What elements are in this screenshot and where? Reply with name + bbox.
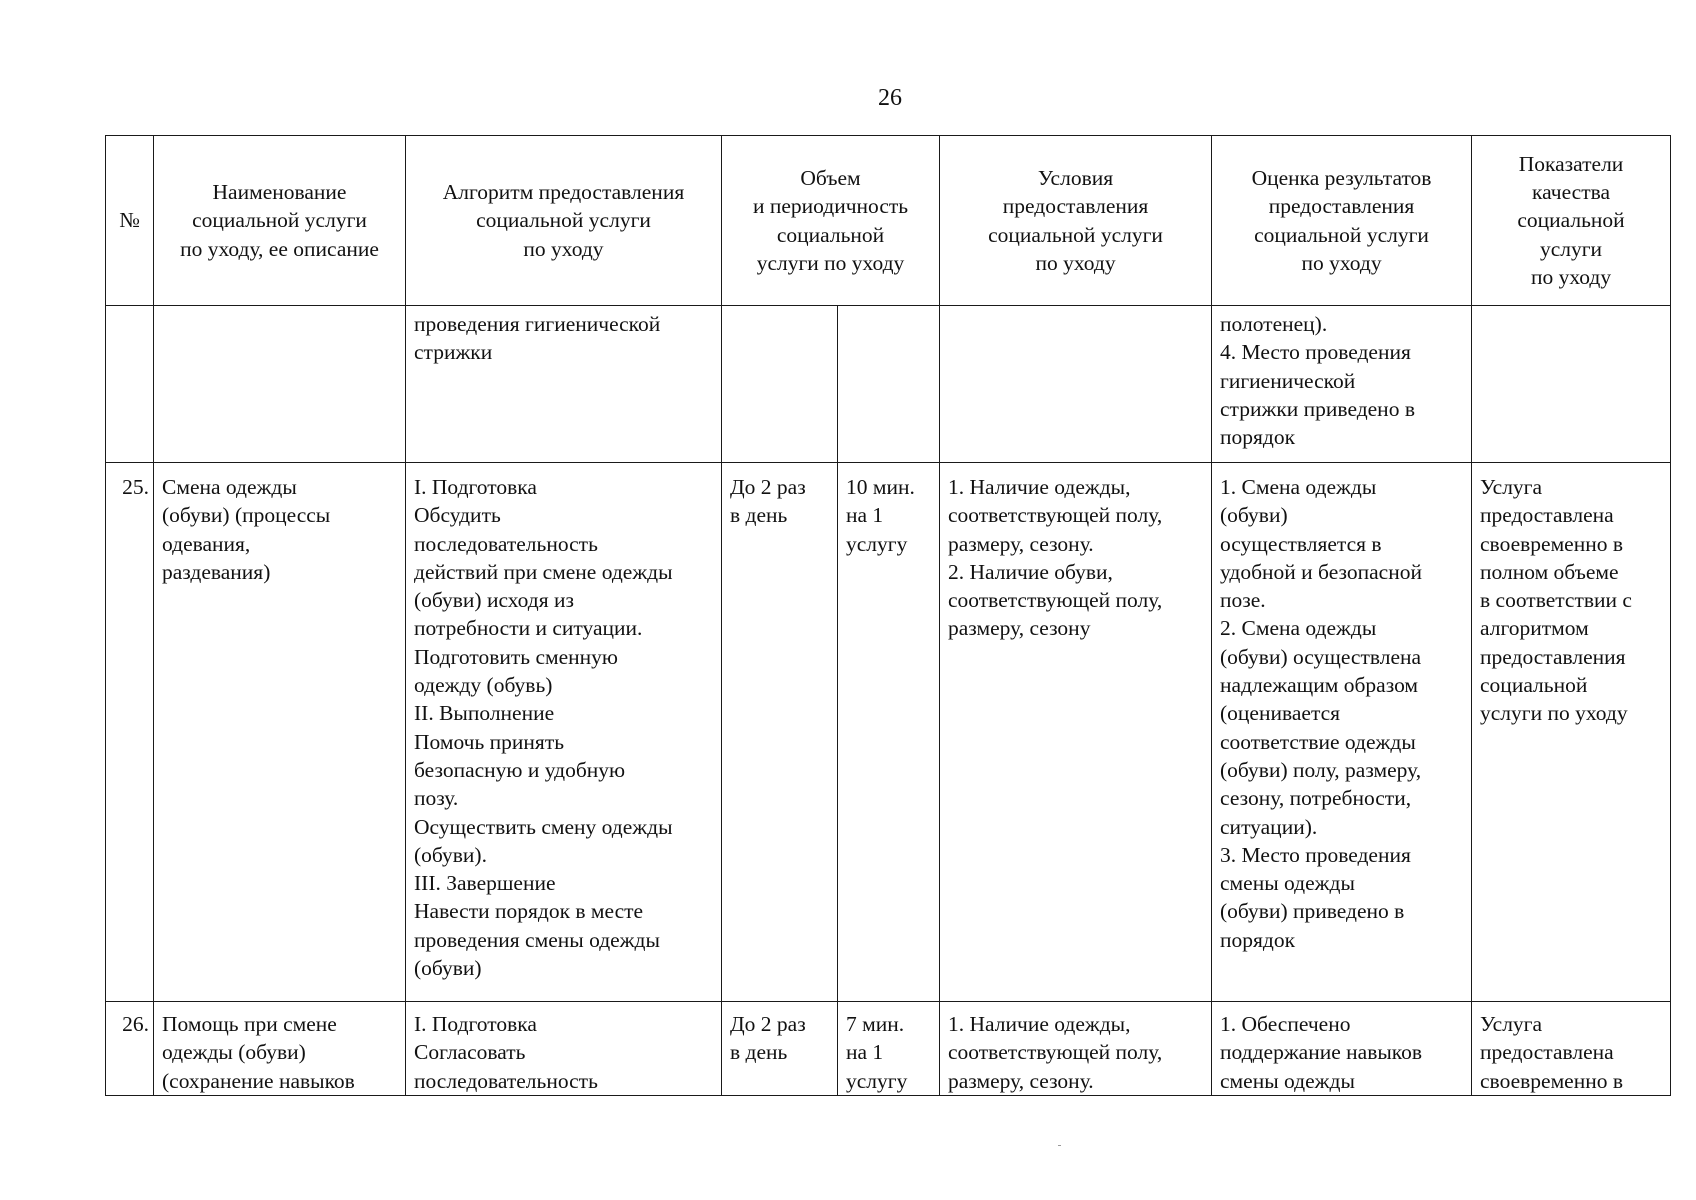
periodicity-cell: До 2 раз в день xyxy=(722,463,838,1002)
row-number xyxy=(106,306,154,463)
scan-speck xyxy=(1058,1145,1061,1146)
algorithm-cell: I. Подготовка Обсудить последовательность действий при смене одежды (обуви) исходя из потребности и ситуации. Подготовить сменную одежду (обувь) II. Выполнение Помочь принять безопасную и удобную позу. Осуществить смену одежды (обуви). III. Завершение Навести порядок в месте проведения смены одежды (обуви) xyxy=(406,463,722,1002)
evaluation-cell: 1. Смена одежды (обуви) осуществляется в удобной и безопасной позе. 2. Смена одежды (обуви) осуществлена надлежащим образом (оценивается соответствие одежды (обуви) полу, размеру, сезону, потребности, ситуации). 3. Место проведения смены одежды (обуви) приведено в порядок xyxy=(1212,463,1472,1002)
header-conditions: Условия предоставления социальной услуги по уходу xyxy=(940,136,1212,306)
conditions-cell: 1. Наличие одежды, соответствующей полу, размеру, сезону. xyxy=(940,1002,1212,1096)
table-row xyxy=(106,463,1671,1002)
quality-cell: Услуга предоставлена своевременно в xyxy=(1472,1002,1671,1096)
algorithm-cell: проведения гигиенической стрижки xyxy=(406,306,722,463)
table-header-row xyxy=(106,136,1671,306)
algorithm-cell: I. Подготовка Согласовать последовательность xyxy=(406,1002,722,1096)
conditions-cell xyxy=(940,306,1212,463)
quality-cell xyxy=(1472,306,1671,463)
duration-cell: 10 мин. на 1 услугу xyxy=(838,463,940,1002)
page-number: 26 xyxy=(878,85,902,111)
header-evaluation: Оценка результатов предоставления социальной услуги по уходу xyxy=(1212,136,1472,306)
header-volume-periodicity: Объем и периодичность социальной услуги по уходу xyxy=(722,136,940,306)
duration-cell: 7 мин. на 1 услугу xyxy=(838,1002,940,1096)
service-name-cell: Помощь при смене одежды (обуви) (сохранение навыков xyxy=(154,1002,406,1096)
evaluation-cell: полотенец). 4. Место проведения гигиенической стрижки приведено в порядок xyxy=(1212,306,1472,463)
evaluation-cell: 1. Обеспечено поддержание навыков смены одежды xyxy=(1212,1002,1472,1096)
periodicity-cell: До 2 раз в день xyxy=(722,1002,838,1096)
row-number: 26. xyxy=(106,1002,154,1096)
header-service-name: Наименование социальной услуги по уходу, ее описание xyxy=(154,136,406,306)
table-row xyxy=(106,1002,1671,1096)
header-algorithm: Алгоритм предоставления социальной услуги по уходу xyxy=(406,136,722,306)
service-name-cell xyxy=(154,306,406,463)
row-number: 25. xyxy=(106,463,154,1002)
duration-cell xyxy=(838,306,940,463)
quality-cell: Услуга предоставлена своевременно в полном объеме в соответствии с алгоритмом предоставления социальной услуги по уходу xyxy=(1472,463,1671,1002)
periodicity-cell xyxy=(722,306,838,463)
header-quality: Показатели качества социальной услуги по уходу xyxy=(1472,136,1671,306)
conditions-cell: 1. Наличие одежды, соответствующей полу, размеру, сезону. 2. Наличие обуви, соответствующей полу, размеру, сезону xyxy=(940,463,1212,1002)
social-services-table xyxy=(105,135,1671,1096)
service-name-cell: Смена одежды (обуви) (процессы одевания, раздевания) xyxy=(154,463,406,1002)
header-num: № xyxy=(106,136,154,306)
table-row xyxy=(106,306,1671,463)
